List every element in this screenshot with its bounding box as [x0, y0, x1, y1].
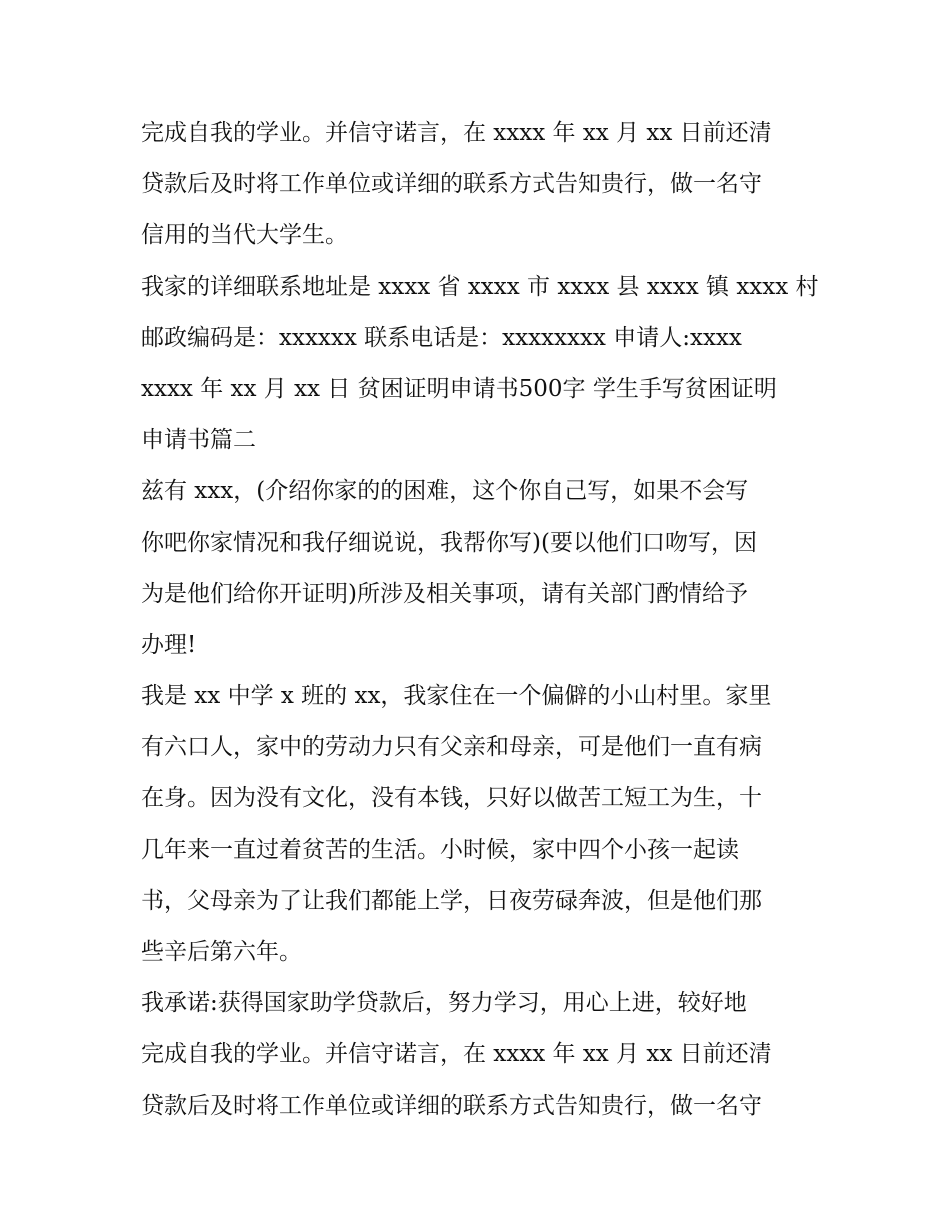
- text-line: 贷款后及时将工作单位或详细的联系方式告知贵行，做一名守: [141, 171, 762, 198]
- text-line: 贷款后及时将工作单位或详细的联系方式告知贵行，做一名守: [141, 1092, 762, 1119]
- text-line: 完成自我的学业。并信守诺言，在 xxxx 年 xx 月 xx 日前还清: [141, 1041, 772, 1068]
- text-line: 我承诺:获得国家助学贷款后，努力学习，用心上进，较好地: [141, 990, 747, 1017]
- text-line: xxxx 年 xx 月 xx 日 贫困证明申请书500字 学生手写贫困证明: [141, 375, 777, 402]
- text-line: 在身。因为没有文化，没有本钱，只好以做苦工短工为生，十: [141, 785, 762, 812]
- text-line: 信用的当代大学生。: [141, 222, 348, 249]
- text-line: 兹有 xxx，(介绍你家的的困难，这个你自己写，如果不会写: [141, 478, 749, 505]
- text-line: 几年来一直过着贫苦的生活。小时候，家中四个小孩一起读: [141, 836, 739, 863]
- text-line: 我是 xx 中学 x 班的 xx，我家住在一个偏僻的小山村里。家里: [141, 683, 772, 710]
- text-line: 完成自我的学业。并信守诺言，在 xxxx 年 xx 月 xx 日前还清: [141, 120, 772, 146]
- document-body: [141, 108, 831, 1132]
- text-line: 有六口人，家中的劳动力只有父亲和母亲，可是他们一直有病: [141, 734, 762, 761]
- text-line: 些辛后第六年。: [141, 939, 302, 965]
- text-line: 邮政编码是：xxxxxx 联系电话是：xxxxxxxx 申请人:xxxx: [141, 324, 742, 351]
- text-line: 办理!: [141, 631, 197, 658]
- text-line: 你吧你家情况和我仔细说说，我帮你写)(要以他们口吻写，因: [141, 529, 757, 556]
- text-line: 为是他们给你开证明)所涉及相关事项，请有关部门酌情给予: [141, 580, 748, 607]
- text-line: 申请书篇二: [141, 427, 256, 454]
- text-line: 书，父母亲为了让我们都能上学，日夜劳碌奔波，但是他们那: [141, 887, 762, 914]
- text-line: 我家的详细联系地址是 xxxx 省 xxxx 市 xxxx 县 xxxx 镇 xxxx 村: [141, 273, 819, 300]
